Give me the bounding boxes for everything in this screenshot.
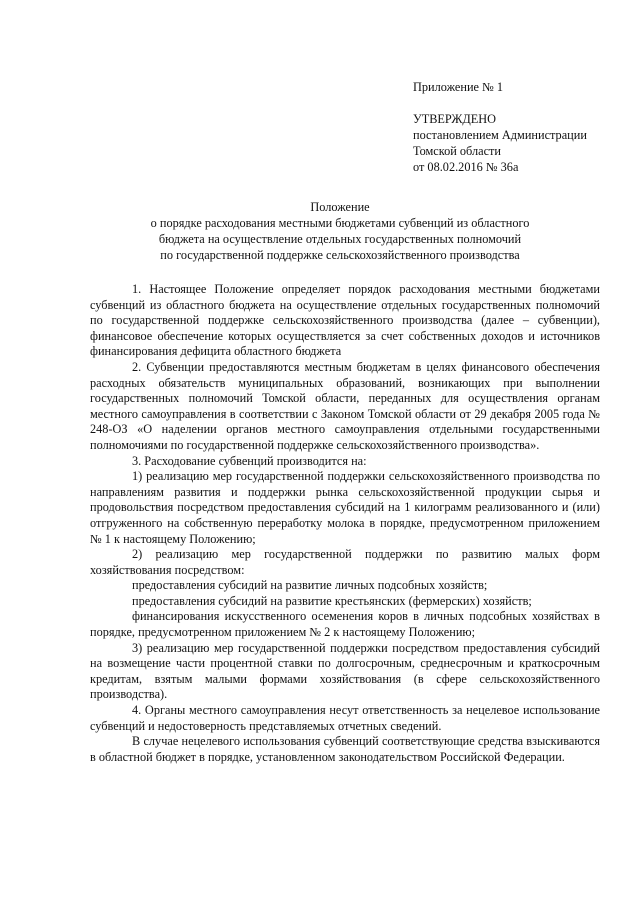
paragraph-4-continued: В случае нецелевого использования субвенций соответствующие средства взыскиваются в областной бюджет в порядке, установленном законодательством Российской Федерации. [90, 734, 600, 764]
approval-block [413, 79, 628, 175]
approval-line-date: от 08.02.2016 № 36а [413, 160, 519, 174]
document-body [90, 282, 600, 765]
paragraph-3-item-3: 3) реализацию мер государственной поддержки посредством предоставления субсидий на возмещение части процентной ставки по долгосрочным, среднесрочным и краткосрочным кредитам, взятым малыми формами хозяйствования (в сфере сельскохозяйственного производства). [90, 640, 600, 702]
paragraph-3: 3. Расходование субвенций производится на: [132, 453, 367, 468]
paragraph-3-item-2: 2) реализацию мер государственной поддержки по развитию малых форм хозяйствования посредством: [90, 547, 600, 577]
paragraph-3-item-2-sub-1: предоставления субсидий на развитие личных подсобных хозяйств; [132, 578, 488, 593]
paragraph-3-item-2-sub-3: финансирования искусственного осеменения коров в личных подсобных хозяйствах в порядке, предусмотренном приложением № 2 к настоящему Положению; [90, 609, 600, 640]
title-line-1: о порядке расходования местными бюджетами субвенций из областного [150, 216, 530, 230]
paragraph-1: 1. Настоящее Положение определяет порядок расходования местными бюджетами субвенций из областного бюджета на осуществление отдельных государственных полномочий по государственной поддержке сельскохозяйственного производства (далее – субвенции), финансовое обеспечение которых осуществляется за счет собственных доходов и источников финансирования дефицита областного бюджета [90, 282, 600, 359]
approval-line-region: Томской области [413, 144, 501, 158]
annex-number: Приложение № 1 [413, 80, 504, 94]
paragraph-3-item-1: 1) реализацию мер государственной поддержки сельскохозяйственного производства по направлениям развития и поддержки рынка сельскохозяйственной продукции сырья и продовольствия посредством предоставления субсидий на 1 килограмм реализованного и (или) отгруженного на собственную переработку молока в порядке, предусмотренном приложением № 1 к настоящему Положению; [90, 469, 600, 546]
approval-line-resolution: постановлением Администрации [413, 128, 587, 142]
paragraph-3-item-2-sub-2: предоставления субсидий на развитие крестьянских (фермерских) хозяйств; [132, 593, 532, 608]
title-heading: Положение [310, 200, 370, 214]
title-line-2: бюджета на осуществление отдельных государственных полномочий [158, 232, 522, 246]
approved-stamp-text: УТВЕРЖДЕНО [413, 112, 497, 126]
paragraph-4: 4. Органы местного самоуправления несут ответственность за нецелевое использование субвенций и недостоверность представляемых отчетных сведений. [90, 703, 600, 733]
title-line-3: по государственной поддержке сельскохозяйственного производства [160, 248, 520, 262]
paragraph-2: 2. Субвенции предоставляются местным бюджетам в целях финансового обеспечения расходных обязательств муниципальных образований, возникающих при выполнении государственных полномочий Томской области, переданных для осуществления органам местного самоуправления в соответствии с Законом Томской области от 29 декабря 2005 года № 248-ОЗ «О наделении органов местного самоуправления отдельными государственными полномочиями по государственной поддержке сельскохозяйственного производства». [90, 359, 600, 452]
document-title [80, 199, 600, 263]
